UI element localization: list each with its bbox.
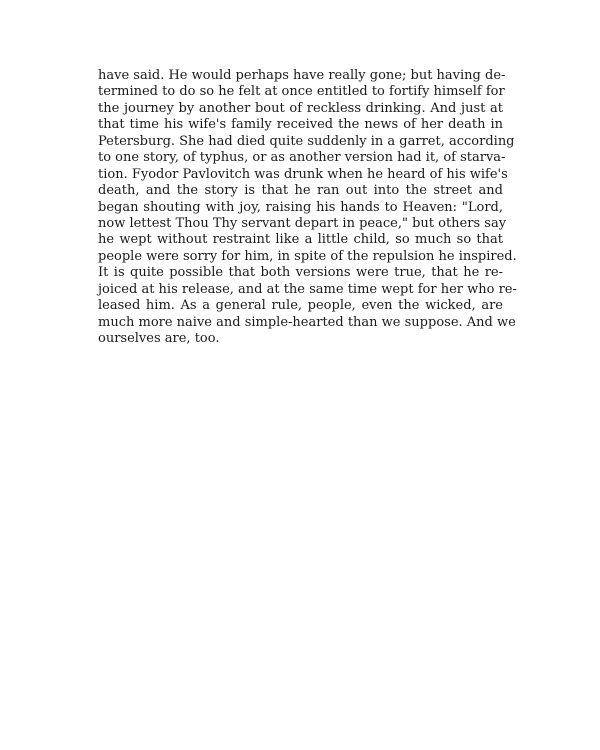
body-paragraph: [98, 68, 517, 347]
text-line: death, and the story is that he ran out into the street and: [98, 183, 503, 199]
text-line: the journey by another bout of reckless drinking. And just at: [98, 100, 503, 116]
text-line: It is quite possible that both versions were true, that he re-: [98, 265, 503, 281]
text-line: to one story, of typhus, or as another version had it, of starva-: [98, 150, 506, 166]
text-line: people were sorry for him, in spite of the repulsion he inspired.: [98, 248, 517, 264]
text-line: leased him. As a general rule, people, even the wicked, are: [98, 298, 503, 314]
text-line: that time his wife's family received the news of her death in: [98, 117, 503, 133]
text-line: joiced at his release, and at the same time wept for her who re-: [98, 281, 517, 297]
text-line: have said. He would perhaps have really gone; but having de-: [98, 68, 506, 83]
text-line: tion. Fyodor Pavlovitch was drunk when he heard of his wife's: [98, 166, 508, 182]
text-line: now lettest Thou Thy servant depart in peace," but others say: [98, 215, 507, 231]
text-line: he wept without restraint like a little child, so much so that: [98, 232, 503, 248]
text-line: much more naive and simple-hearted than we suppose. And we: [98, 314, 516, 330]
text-line: Petersburg. She had died quite suddenly in a garret, according: [98, 133, 515, 149]
text-line: ourselves are, too.: [98, 331, 220, 346]
text-line: began shouting with joy, raising his hands to Heaven: "Lord,: [98, 199, 503, 215]
text-line: termined to do so he felt at once entitled to fortify himself for: [98, 84, 505, 100]
